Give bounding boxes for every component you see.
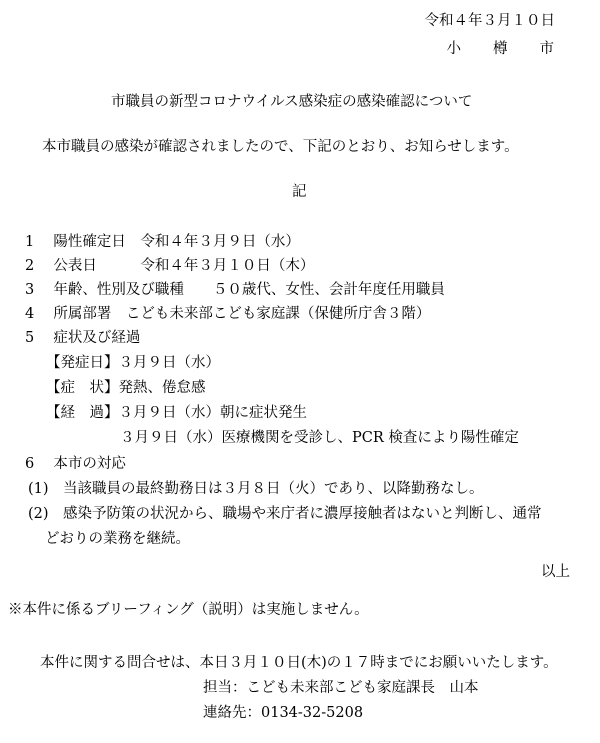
- item-6-response-heading: 6 本市の対応: [25, 456, 126, 472]
- course-line-2: ３月９日（水）医療機関を受診し、PCR 検査により陽性確定: [120, 430, 519, 446]
- contact-person: 担当：こども未来部こども家庭課長 山本: [203, 680, 479, 696]
- response-2-line-2: どおりの業務を継続。: [45, 531, 190, 547]
- issuer-name: 小 樽 市: [446, 41, 555, 57]
- item-3-age-gender-job: 3 年齢、性別及び職種 ５０歳代、女性、会計年度任用職員: [25, 282, 445, 298]
- inquiry-notice: 本件に関する問合せは、本日３月１０日(木)の１７時までにお願いいたします。: [40, 655, 558, 671]
- item-4-department: 4 所属部署 こども未来部こども家庭課（保健所庁舎３階）: [25, 306, 431, 322]
- closing-ijou: 以上: [541, 564, 570, 580]
- onset-date: 【発症日】３月９日（水）: [46, 355, 220, 371]
- symptoms: 【症 状】発熱、倦怠感: [46, 380, 206, 396]
- response-1: (1) 当該職員の最終勤務日は３月８日（火）であり、以降勤務なし。: [28, 481, 484, 497]
- item-2-announce-date: 2 公表日 令和４年３月１０日（木）: [25, 258, 315, 274]
- contact-phone: 連絡先：0134-32-5208: [203, 705, 364, 721]
- briefing-note: ※本件に係るブリーフィング（説明）は実施しません。: [8, 602, 369, 618]
- item-5-symptoms-heading: 5 症状及び経過: [25, 330, 141, 346]
- ki-heading: 記: [292, 184, 307, 200]
- response-2-line-1: (2) 感染予防策の状況から、職場や来庁者に濃厚接触者はないと判断し、通常: [28, 506, 542, 522]
- issue-date: 令和４年３月１０日: [424, 13, 555, 29]
- intro-paragraph: 本市職員の感染が確認されましたので、下記のとおり、お知らせします。: [42, 139, 519, 155]
- item-1-positive-date: 1 陽性確定日 令和４年３月９日（水）: [25, 234, 300, 250]
- course-line-1: 【経 過】３月９日（水）朝に症状発生: [46, 405, 307, 421]
- document-title: 市職員の新型コロナウイルス感染症の感染確認について: [111, 94, 473, 110]
